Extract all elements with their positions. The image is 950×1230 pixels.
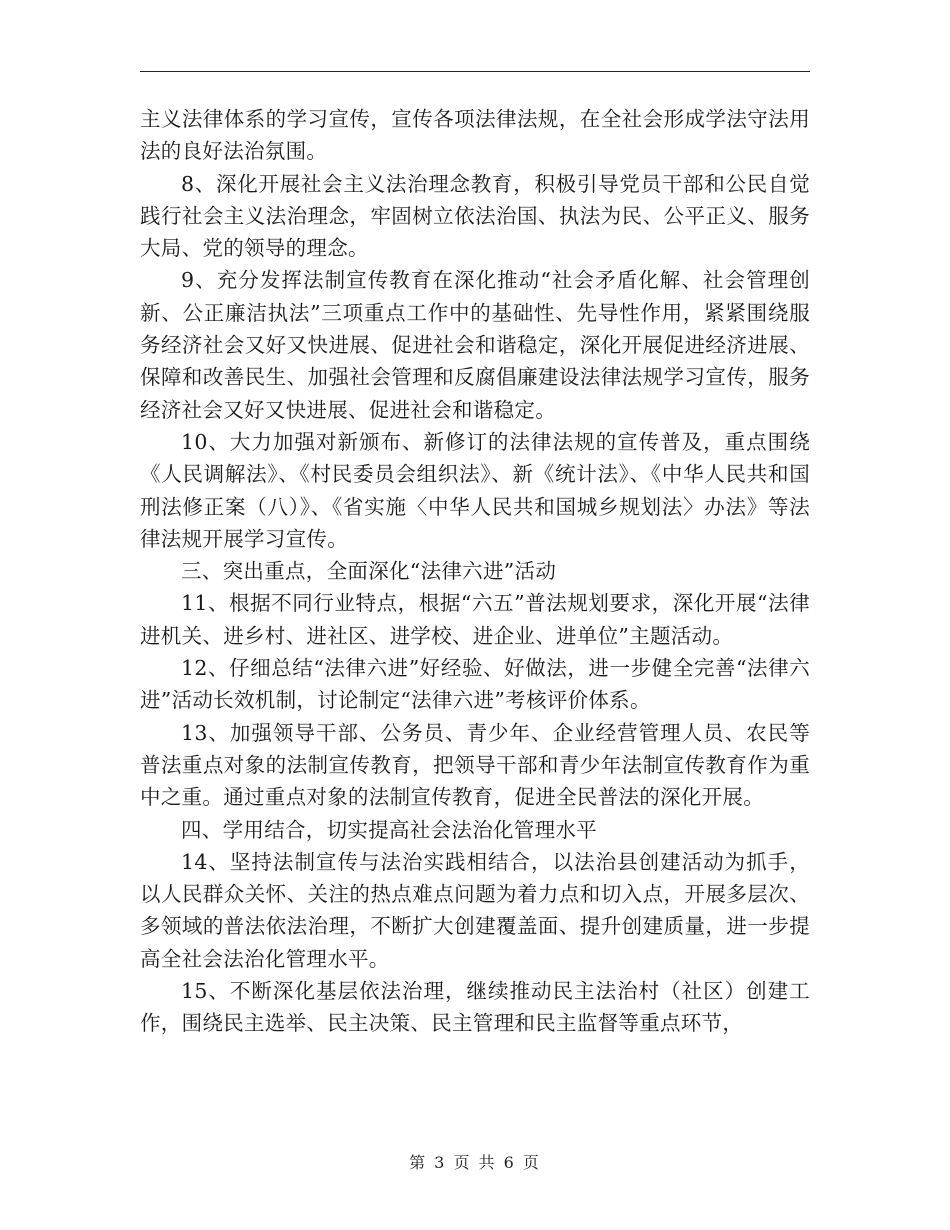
paragraph-item-8: 8、深化开展社会主义法治理念教育，积极引导党员干部和公民自觉践行社会主义法治理念，牢固树立依法治国、执法为民、公平正义、服务大局、党的领导的理念。 [140, 171, 810, 261]
paragraph-item-13: 13、加强领导干部、公务员、青少年、企业经营管理人员、农民等普法重点对象的法制宣传教育，把领导干部和青少年法制宣传教育作为重中之重。通过重点对象的法制宣传教育，促进全民普法的深化开展。 [140, 720, 810, 810]
paragraph-item-11: 11、根据不同行业特点，根据“六五”普法规划要求，深化开展“法律进机关、进乡村、进社区、进学校、进企业、进单位”主题活动。 [140, 591, 810, 648]
paragraph-item-14: 14、坚持法制宣传与法治实践相结合，以法治县创建活动为抓手，以人民群众关怀、关注的热点难点问题为着力点和切入点，开展多层次、多领域的普法依法治理，不断扩大创建覆盖面、提升创建质量，进一步提高全社会法治化管理水平。 [140, 849, 810, 971]
document-body [140, 103, 810, 1040]
page-number: 第 3 页 共 6 页 [409, 1153, 541, 1172]
paragraph-item-12: 12、仔细总结“法律六进”好经验、好做法，进一步健全完善“法律六进”活动长效机制，讨论制定“法律六进”考核评价体系。 [140, 656, 810, 713]
paragraph-item-9: 9、充分发挥法制宣传教育在深化推动“社会矛盾化解、社会管理创新、公正廉洁执法”三项重点工作中的基础性、先导性作用，紧紧围绕服务经济社会又好又快进展、促进社会和谐稳定，深化开展促进经济进展、保障和改善民生、加强社会管理和反腐倡廉建设法律法规学习宣传，服务经济社会又好又快进展、促进社会和谐稳定。 [140, 268, 810, 422]
paragraph-item-15: 15、不断深化基层依法治理，继续推动民主法治村（社区）创建工作，围绕民主选举、民主决策、民主管理和民主监督等重点环节， [140, 979, 810, 1036]
section-heading-3: 三、突出重点，全面深化“法律六进”活动 [181, 559, 557, 584]
section-heading-4: 四、学用结合，切实提高社会法治化管理水平 [181, 817, 597, 842]
paragraph-continued: 主义法律体系的学习宣传，宣传各项法律法规，在全社会形成学法守法用法的良好法治氛围。 [140, 107, 810, 164]
header-rule [140, 71, 810, 72]
paragraph-item-10: 10、大力加强对新颁布、新修订的法律法规的宣传普及，重点围绕《人民调解法》、《村民委员会组织法》、新《统计法》、《中华人民共和国刑法修正案（八）》、《省实施〈中华人民共和国城乡规划法〉办法》等法律法规开展学习宣传。 [140, 429, 810, 551]
